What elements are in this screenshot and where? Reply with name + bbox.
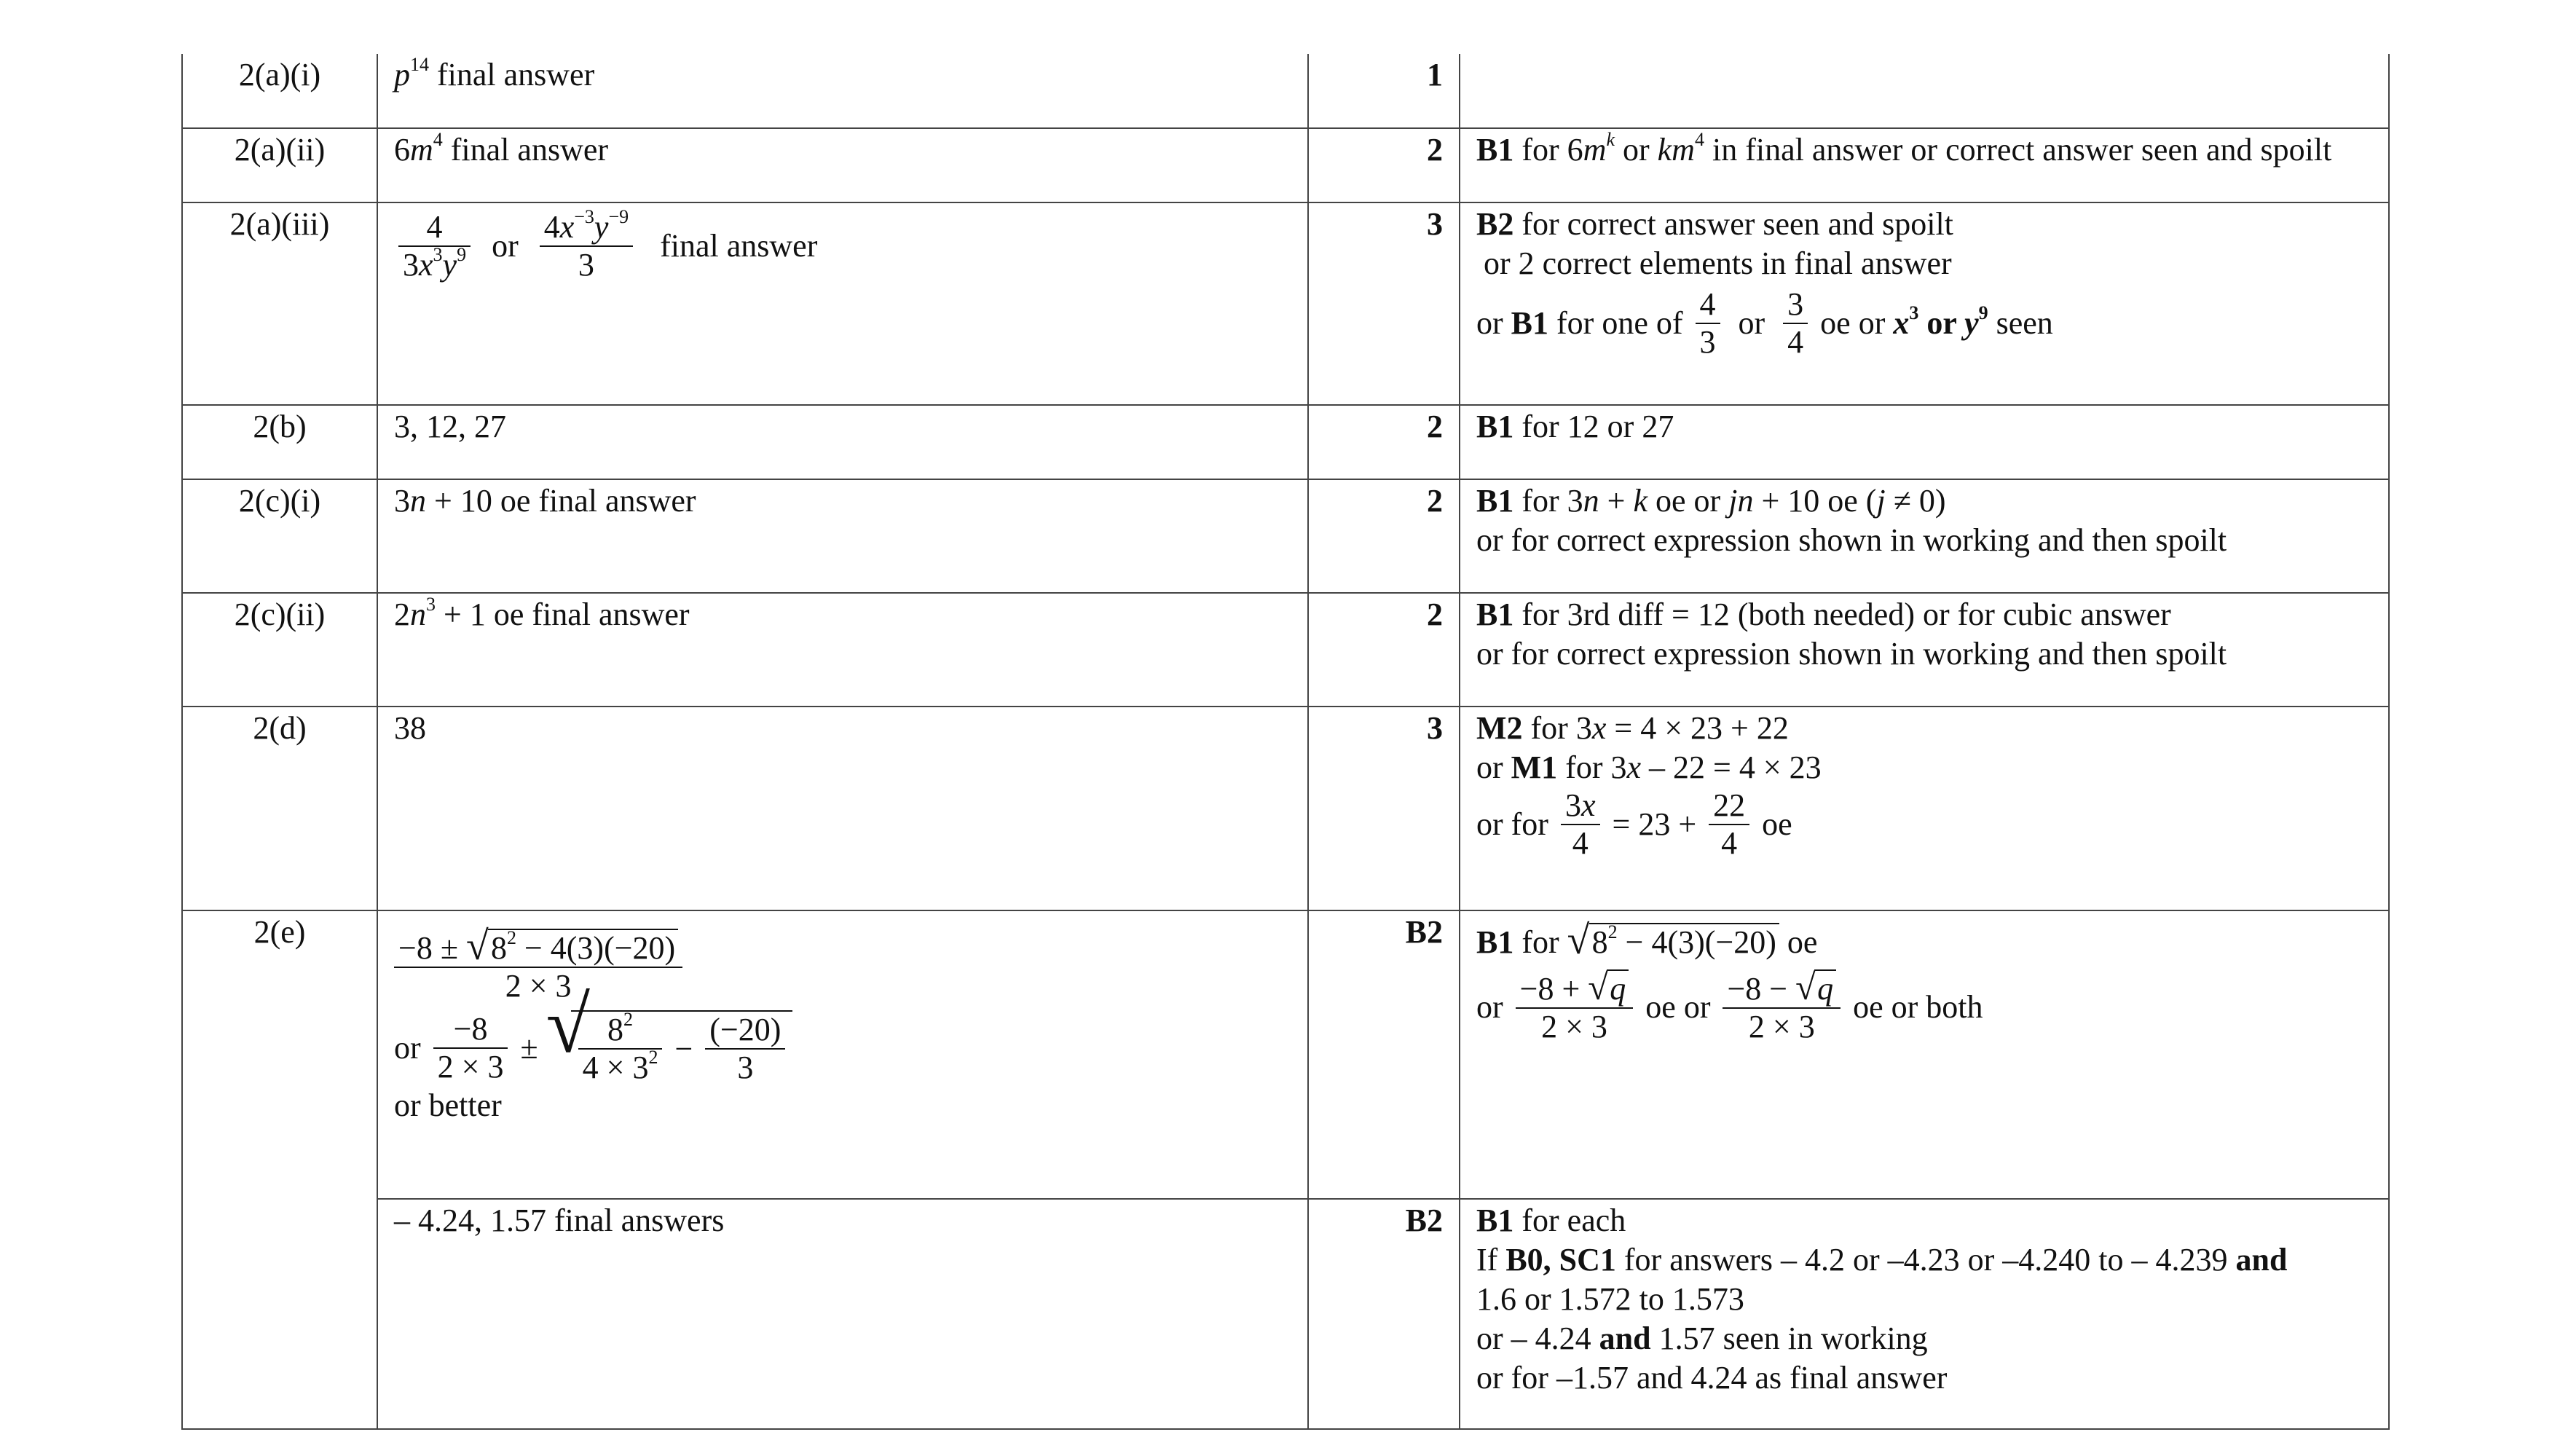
guidance-cell: B1 for 12 or 27 [1460, 405, 2389, 479]
table-row [182, 202, 2389, 405]
fraction: −8 − √ q 2 × 3 [1723, 969, 1841, 1045]
square-root: √ $8^2 - 4(3)(-20)$ [1567, 923, 1779, 962]
guidance-cell [1460, 54, 2389, 128]
guidance-cell: B1 for each If B0, SC1 for answers – 4.2 or –4.23 or –4.240 to – 4.239 and 1.6 or 1.572 to 1.573 or – 4.24 and 1.57 seen in working or for –1.57 and 4.24 as final answer [1460, 1199, 2389, 1429]
fraction: $\frac{8^2}{4 \times 3^2}$ [578, 1012, 663, 1086]
guidance-cell: B1 for 3rd diff = 12 (both needed) or for cubic answer or for correct expression shown in working and then spoilt [1460, 593, 2389, 707]
table-row [182, 479, 2389, 593]
marks-cell: 3 [1308, 202, 1460, 405]
guidance-cell: B1 for √ $8^2 - 4(3)(-20)$ oe or −8 + √ q 2 × 3 oe or −8 − √ q 2 × 3 oe or both [1460, 910, 2389, 1199]
marks-cell: B2 [1308, 910, 1460, 1199]
question-cell: 2(c)(i) [182, 479, 377, 593]
table-row [182, 54, 2389, 128]
marks-cell: 2 [1308, 405, 1460, 479]
answer-cell: $\frac{4}{3x^3y^9}$ or $\frac{4x^{-3}y^{-9}}{3}$ final answer [377, 202, 1308, 405]
fraction: −8 + √ q 2 × 3 [1516, 969, 1634, 1045]
marks-cell: 2 [1308, 593, 1460, 707]
fraction: $\frac{3}{4}$ [1783, 286, 1808, 361]
table-row [182, 910, 2389, 1199]
answer-cell: 3n + 10 oe final answer [377, 479, 1308, 593]
fraction: $\frac{3x}{4}$ [1561, 787, 1600, 862]
answer-cell: 38 [377, 707, 1308, 910]
fraction: $\frac{22}{4}$ [1709, 787, 1749, 862]
answer-cell: $6m^4$ final answer [377, 128, 1308, 202]
marks-cell: 2 [1308, 128, 1460, 202]
table-row [182, 405, 2389, 479]
answer-cell: – 4.24, 1.57 final answers [377, 1199, 1308, 1429]
marks-cell: B2 [1308, 1199, 1460, 1429]
answer-cell: $p^{14}$ final answer [377, 54, 1308, 128]
square-root: √ $8^2 - 4(3)(-20)$ [466, 929, 678, 967]
answer-cell: 3, 12, 27 [377, 405, 1308, 479]
guidance-cell: B2 for correct answer seen and spoilt or 2 correct elements in final answer or B1 for one of $\frac{4}{3}$ or $\frac{3}{4}$ oe or $x^3$ or $y^9$ seen [1460, 202, 2389, 405]
answer-cell: −8 ± √ $8^2 - 4(3)(-20)$ 2 × 3 or $\frac{-8}{2 \times 3}$ ± √ $\frac{8^2}{4 \times 3^2}$ − $\frac{(-20)}{3}$ or better [377, 910, 1308, 1199]
fraction: $\frac{4}{3}$ [1696, 286, 1720, 361]
guidance-cell: B1 for $6m^k$ or $km^4$ in final answer or correct answer seen and spoilt [1460, 128, 2389, 202]
table-row [182, 1199, 2389, 1429]
square-root: √ $\frac{8^2}{4 \times 3^2}$ − $\frac{(-20)}{3}$ [546, 1010, 793, 1086]
guidance-cell: M2 for 3x = 4 × 23 + 22 or M1 for 3x – 22 = 4 × 23 or for $\frac{3x}{4}$ = 23 + $\frac{22}{4}$ oe [1460, 707, 2389, 910]
guidance-cell: B1 for 3n + k oe or jn + 10 oe (j ≠ 0) or for correct expression shown in working and then spoilt [1460, 479, 2389, 593]
marks-cell: 1 [1308, 54, 1460, 128]
fraction: $\frac{4}{3x^3y^9}$ [398, 209, 471, 283]
fraction: $\frac{(-20)}{3}$ [705, 1012, 785, 1086]
fraction: $\frac{-8}{2 \times 3}$ [433, 1011, 508, 1085]
table-row [182, 128, 2389, 202]
question-cell: 2(a)(ii) [182, 128, 377, 202]
question-cell: 2(e) [182, 910, 377, 1429]
question-cell: 2(a)(iii) [182, 202, 377, 405]
quadratic-formula: −8 ± √ $8^2 - 4(3)(-20)$ 2 × 3 [394, 929, 682, 1004]
fraction: $\frac{4x^{-3}y^{-9}}{3}$ [540, 209, 633, 283]
table-row [182, 707, 2389, 910]
mark-scheme-table [181, 54, 2390, 1430]
answer-cell: $2n^3 + 1$ oe final answer [377, 593, 1308, 707]
marks-cell: 2 [1308, 479, 1460, 593]
question-cell: 2(d) [182, 707, 377, 910]
table-row [182, 593, 2389, 707]
question-cell: 2(a)(i) [182, 54, 377, 128]
question-cell: 2(c)(ii) [182, 593, 377, 707]
marks-cell: 3 [1308, 707, 1460, 910]
question-cell: 2(b) [182, 405, 377, 479]
